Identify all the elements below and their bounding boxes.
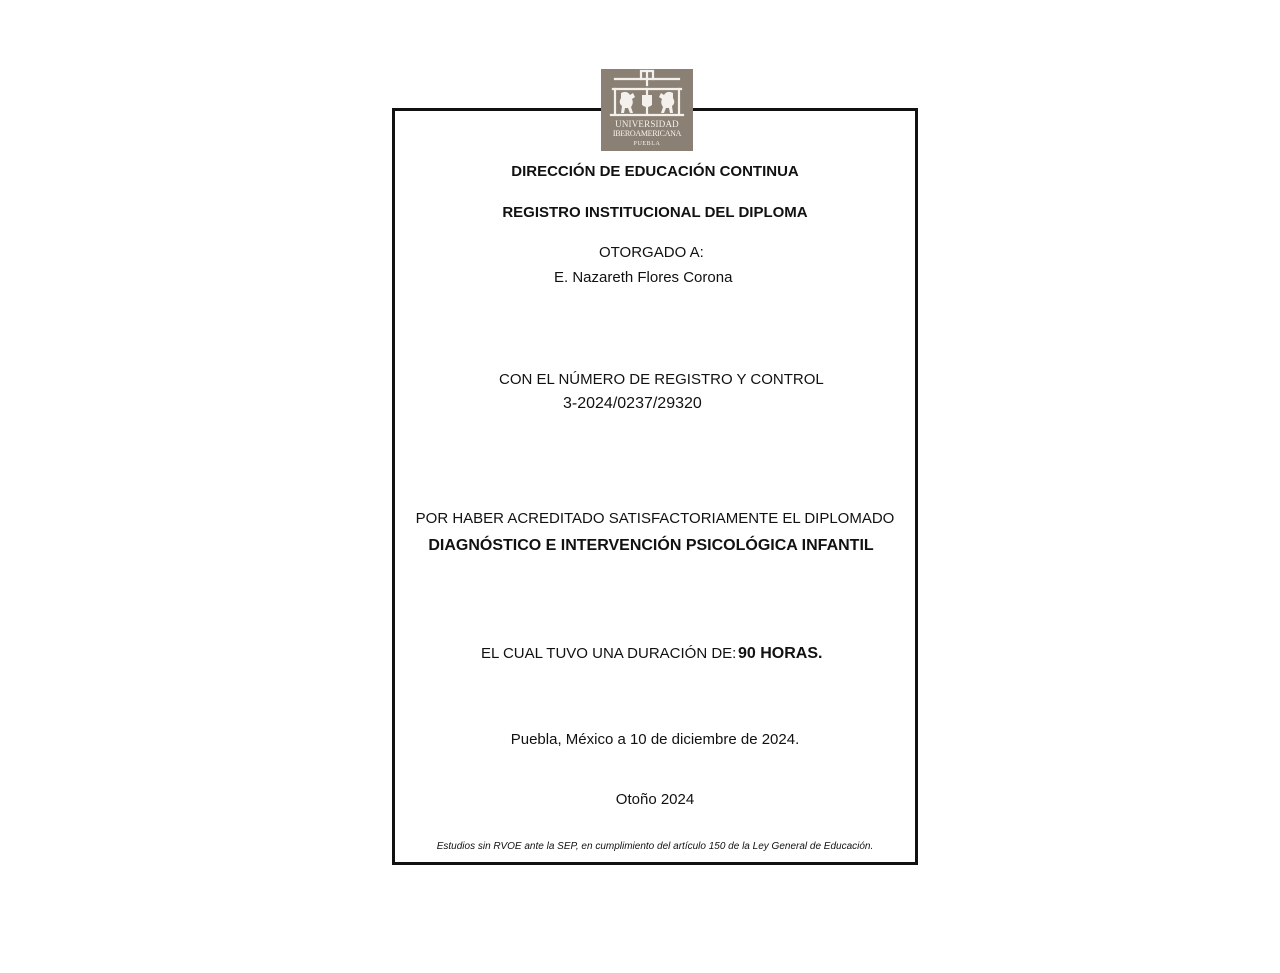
logo-text-puebla: PUEBLA [633,141,661,147]
department-heading: DIRECCIÓN DE EDUCACIÓN CONTINUA [511,163,799,180]
registration-label: CON EL NÚMERO DE REGISTRO Y CONTROL [499,371,824,388]
duration-value: 90 HORAS. [738,645,823,662]
registration-number: 3-2024/0237/29320 [563,395,702,412]
registry-heading: REGISTRO INSTITUCIONAL DEL DIPLOMA [502,204,808,221]
recipient-name: E. Nazareth Flores Corona [554,269,733,286]
coat-of-arms-icon [601,69,693,121]
duration-label: EL CUAL TUVO UNA DURACIÓN DE: [481,645,737,662]
term: Otoño 2024 [615,791,695,808]
course-label: POR HABER ACREDITADO SATISFACTORIAMENTE EL DIPLOMADO [415,510,895,527]
logo-text-iberoamericana: IBEROAMERICANA [612,129,682,138]
awarded-label: OTORGADO A: [599,244,704,261]
university-logo [601,69,693,151]
footnote: Estudios sin RVOE ante la SEP, en cumplimiento del artículo 150 de la Ley General de Educación. [436,841,874,852]
logo-text-universidad: UNIVERSIDAD [615,119,679,129]
course-title: DIAGNÓSTICO E INTERVENCIÓN PSICOLÓGICA INFANTIL [428,537,874,554]
place-date: Puebla, México a 10 de diciembre de 2024. [510,731,800,748]
